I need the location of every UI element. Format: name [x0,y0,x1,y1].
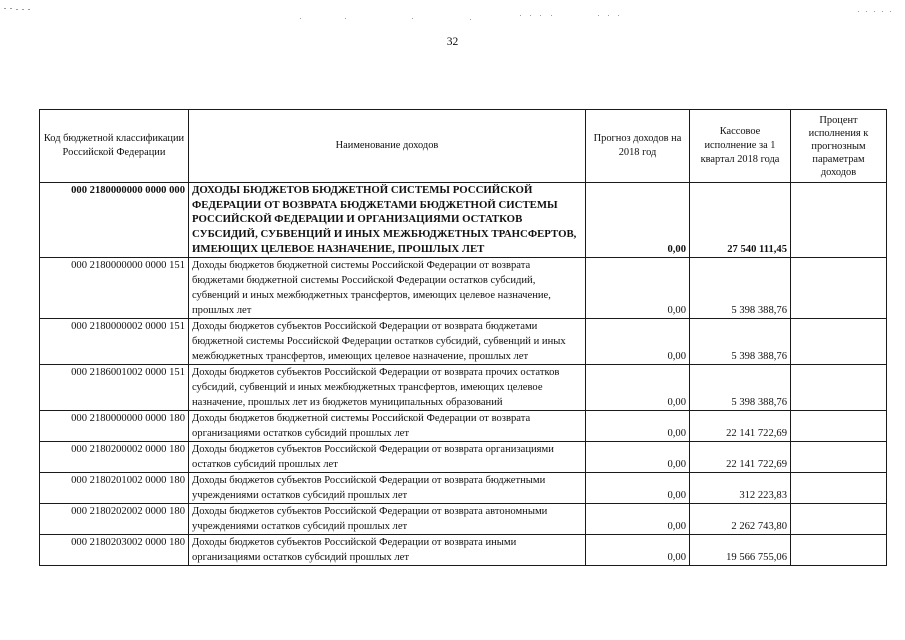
row-cash: 27 540 111,45 [690,183,791,258]
row-code: 000 2180202002 0000 180 [40,503,189,534]
row-forecast: 0,00 [586,318,690,364]
page-number: 32 [446,36,459,48]
row-code: 000 2180000000 0000 000 [40,183,189,258]
table-row [40,183,887,258]
row-cash: 22 141 722,69 [690,441,791,472]
row-cash: 19 566 755,06 [690,534,791,565]
table-row [40,441,887,472]
row-percent [791,534,887,565]
row-percent [791,503,887,534]
row-forecast: 0,00 [586,441,690,472]
row-code: 000 2180000002 0000 151 [40,318,189,364]
row-name: Доходы бюджетов субъектов Российской Федерации от возврата организациями остатков субсидий прошлых лет [189,441,586,472]
row-forecast: 0,00 [586,257,690,318]
table-row [40,472,887,503]
row-name: ДОХОДЫ БЮДЖЕТОВ БЮДЖЕТНОЙ СИСТЕМЫ РОССИЙСКОЙ ФЕДЕРАЦИИ ОТ ВОЗВРАТА БЮДЖЕТАМИ БЮДЖЕТНОЙ СИСТЕМЫ РОССИЙСКОЙ ФЕДЕРАЦИИ И ОРГАНИЗАЦИЯМИ ОСТАТКОВ СУБСИДИЙ, СУБВЕНЦИЙ И ИНЫХ МЕЖБЮДЖЕТНЫХ ТРАНСФЕРТОВ, ИМЕЮЩИХ ЦЕЛЕВОЕ НАЗНАЧЕНИЕ, ПРОШЛЫХ ЛЕТ [189,183,586,258]
row-forecast: 0,00 [586,364,690,410]
row-percent [791,410,887,441]
row-code: 000 2180200002 0000 180 [40,441,189,472]
row-forecast: 0,00 [586,534,690,565]
header-code: Код бюджетной классификации Российской Федерации [40,110,189,183]
header-percent: Процент исполнения к прогнозным параметрам доходов [791,110,887,183]
table-row [40,410,887,441]
header-forecast: Прогноз доходов на 2018 год [586,110,690,183]
row-name: Доходы бюджетов субъектов Российской Федерации от возврата автономными учреждениями остатков субсидий прошлых лет [189,503,586,534]
row-name: Доходы бюджетов субъектов Российской Федерации от возврата бюджетами бюджетной системы Российской Федерации остатков субсидий, субвенций и иных межбюджетных трансфертов, имеющих целевое назначение, прошлых лет [189,318,586,364]
table-header-row [40,110,887,183]
row-code: 000 2180203002 0000 180 [40,534,189,565]
row-percent [791,183,887,258]
row-percent [791,257,887,318]
table-row [40,257,887,318]
revenue-table [39,109,887,566]
row-forecast: 0,00 [586,503,690,534]
row-name: Доходы бюджетов субъектов Российской Федерации от возврата бюджетными учреждениями остатков субсидий прошлых лет [189,472,586,503]
row-name: Доходы бюджетов субъектов Российской Федерации от возврата иными организациями остатков субсидий прошлых лет [189,534,586,565]
row-name: Доходы бюджетов бюджетной системы Российской Федерации от возврата организациями остатков субсидий прошлых лет [189,410,586,441]
row-percent [791,318,887,364]
row-code: 000 2186001002 0000 151 [40,364,189,410]
row-percent [791,364,887,410]
row-cash: 5 398 388,76 [690,318,791,364]
row-cash: 5 398 388,76 [690,257,791,318]
row-code: 000 2180000000 0000 151 [40,257,189,318]
row-cash: 22 141 722,69 [690,410,791,441]
row-cash: 312 223,83 [690,472,791,503]
table-row [40,534,887,565]
row-forecast: 0,00 [586,183,690,258]
row-code: 000 2180201002 0000 180 [40,472,189,503]
row-name: Доходы бюджетов бюджетной системы Российской Федерации от возврата бюджетами бюджетной системы Российской Федерации остатков субсидий, субвенций и иных межбюджетных трансфертов, имеющих целевое назначение, прошлых лет [189,257,586,318]
header-cash-execution: Кассовое исполнение за 1 квартал 2018 года [690,110,791,183]
row-forecast: 0,00 [586,472,690,503]
row-percent [791,472,887,503]
table-row [40,318,887,364]
row-code: 000 2180000000 0000 180 [40,410,189,441]
row-forecast: 0,00 [586,410,690,441]
row-cash: 2 262 743,80 [690,503,791,534]
row-name: Доходы бюджетов субъектов Российской Федерации от возврата прочих остатков субсидий, субвенций и иных межбюджетных трансфертов, имеющих целевое назначение, прошлых лет из бюджетов муниципальных образований [189,364,586,410]
row-percent [791,441,887,472]
row-cash: 5 398 388,76 [690,364,791,410]
table-row [40,364,887,410]
table-row [40,503,887,534]
header-name: Наименование доходов [189,110,586,183]
scan-artifact-dots [0,6,905,20]
